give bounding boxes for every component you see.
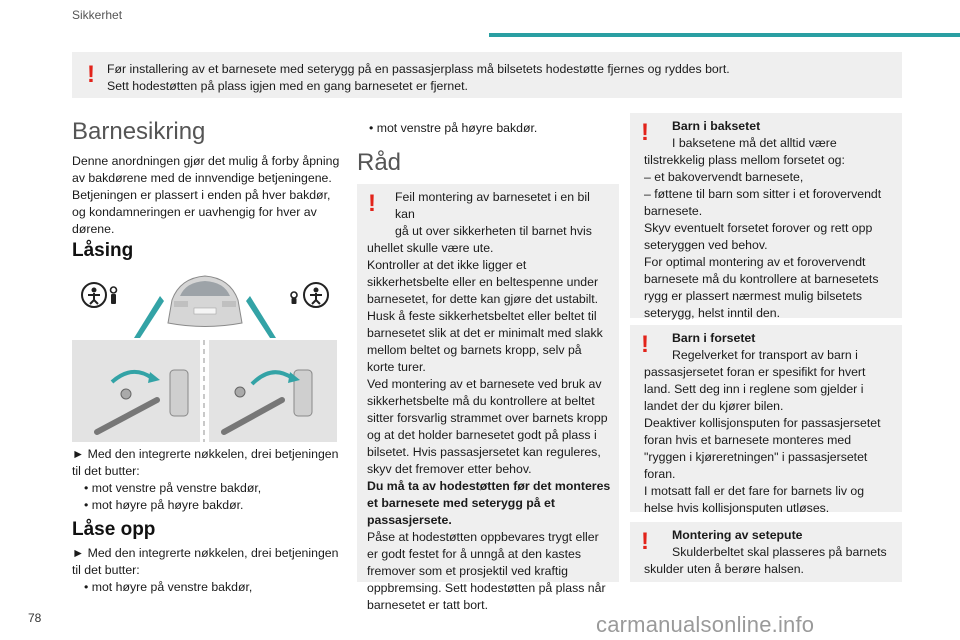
forsetet-text: Barn i forsetet Regelverket for transport av barn i passasjersetet foran er spesifikt for hvert land. Sett deg inn i reglene som gjelder i landet der du kjører bilen. Deaktiver kollisjonsputen for passasjersetet foran hvis et barnesete monteres med "ryggen i kjøreretningen" i passasjersetet foran. I motsatt fall er det fare for barnets liv og helse hvis kollisjonsputen utløses. bbox=[644, 331, 881, 515]
baksetet-warning-box bbox=[630, 113, 902, 318]
warning-exclamation-icon: ! bbox=[368, 190, 376, 217]
forsetet-warning-box bbox=[630, 325, 902, 515]
section-title: Sikkerhet bbox=[72, 8, 123, 22]
warning-exclamation-icon: ! bbox=[641, 331, 649, 358]
page-number: 78 bbox=[28, 611, 42, 625]
top-warning-text: Før installering av et barnesete med seterygg på en passasjerplass må bilsetets hodestøtte fjernes og ryddes bort. Sett hodestøtten på plass igjen med en gang barnesetet er fjernet. bbox=[107, 62, 730, 93]
lasing-instructions: ► Med den integrerte nøkkelen, drei betjeningen til det butter: • mot venstre på venstre bakdør, • mot høyre på høyre bakdør. bbox=[72, 447, 339, 512]
car-rear-illustration bbox=[72, 268, 337, 338]
barnesikring-intro: Denne anordningen gjør det mulig å forby åpning av bakdørene med de innvendige betjeningene. Betjeningen er plassert i enden på hver bakdør, og kondamneringen er uavhengig for hver av dørene. bbox=[72, 154, 340, 236]
warning-exclamation-icon: ! bbox=[87, 61, 95, 88]
child-lock-left-icon bbox=[82, 283, 117, 307]
lase-opp-bullet-continued: • mot venstre på høyre bakdør. bbox=[369, 121, 538, 135]
car-rear-view bbox=[168, 276, 242, 327]
baksetet-text: Barn i baksetet I baksetene må det alltid være tilstrekkelig plass mellom forsetet og: – et bakovervendt barnesete, – føttene til barn som sitter i et forovervendt barnesete. Skyv eventuelt forsetet forover og rett opp seteryggen ved behov. For optimal montering av et forovervendt barnesete må du kontrollere at barnesetets rygg er plassert nærmest mulig bilsetets seterygg, helst inntil den. bbox=[644, 119, 882, 320]
rad-warning-text: Feil montering av barnesetet i en bil kan gå ut over sikkerheten til barnet hvis uhellet skulle være ute. Kontroller at det ikke ligger et sikkerhetsbelte eller en beltespenne under barnesetet, for dette kan gjøre det ustabilt. Husk å feste sikkerhetsbeltet eller beltet til barnesetet slik at det er minimalt med slakk mellom beltet og barnets kropp, selv på korte turer. Ved montering av et barnesete ved bruk av sikkerhetsbelte må du kontrollere at beltet sitter forsvarlig strammet over barnets kropp og at det holder barnesetet godt på plass i bilsetet. Hvis passasjersetet kan reguleres, skyv det fremover etter behov. Du må ta av hodestøtten før det monteres et barnesete med seterygg på et passasjersete. Påse at hodestøtten oppbevares trygt eller er godt festet for å unngå at den kastes fremover som et prosjektil ved kraftig oppbremsing. Sett hodestøtten på plass når barnesetet er tatt bort. bbox=[367, 190, 611, 612]
door-lock-illustration bbox=[72, 340, 337, 442]
lasing-heading: Låsing bbox=[72, 240, 134, 261]
setepute-warning-box bbox=[630, 522, 902, 582]
warning-exclamation-icon: ! bbox=[641, 528, 649, 555]
setepute-text: Montering av setepute Skulderbeltet skal plasseres på barnets skulder uten å berøre halsen. bbox=[644, 528, 887, 576]
rad-heading: Råd bbox=[357, 149, 402, 176]
warning-exclamation-icon: ! bbox=[641, 119, 649, 146]
barnesikring-heading: Barnesikring bbox=[72, 118, 206, 145]
lase-opp-instructions: ► Med den integrerte nøkkelen, drei betjeningen til det butter: • mot høyre på venstre bakdør, bbox=[72, 546, 339, 594]
rad-warning-box bbox=[357, 184, 619, 612]
lase-opp-heading: Låse opp bbox=[72, 519, 156, 540]
child-lock-right-icon bbox=[291, 283, 328, 307]
header-accent-bar bbox=[489, 33, 960, 37]
top-warning-box bbox=[72, 52, 902, 98]
watermark: carmanualsonline.info bbox=[596, 612, 815, 637]
